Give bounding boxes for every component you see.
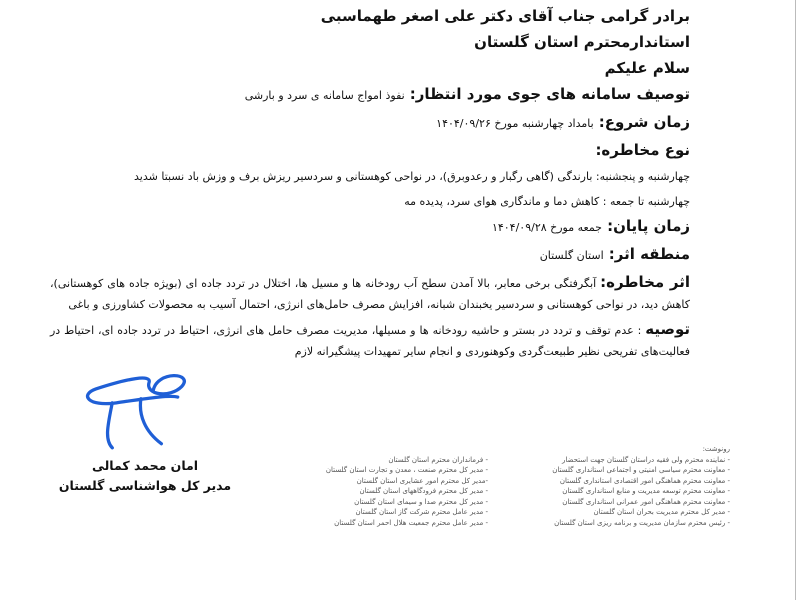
advice-label: توصیه	[645, 320, 691, 338]
advice-value: : عدم توقف و تردد در بستر و حاشیه رودخانه ها و مسیلها، مدیریت مصرف حامل های انرژی، احتیاط در تردد جاده ای، احتیاط در فعالیت‌های تفریحی نظیر طبیعت‌گردی وکوهنوردی و انجام سایر تمهیدات پیشگیرانه لازم	[50, 324, 690, 358]
cc-item: - مدیر کل محترم مدیریت بحران استان گلستان	[593, 508, 730, 516]
hazard-type-label: نوع مخاطره:	[595, 141, 690, 159]
systems-label: توصیف سامانه های جوی مورد انتظار:	[409, 85, 690, 103]
cc-columns	[260, 455, 730, 529]
area-label: منطقه اثر:	[608, 245, 690, 263]
cc-item: - مدیر کل محترم فرودگاههای استان گلستان	[359, 487, 488, 495]
cc-item: - مدیر عامل محترم جمعیت هلال احمر استان گلستان	[334, 518, 488, 527]
signatory-name: امان محمد کمالی	[91, 458, 199, 473]
effect-label: اثر مخاطره:	[600, 273, 690, 291]
letter-body	[50, 0, 690, 362]
greeting: سلام علیکم	[604, 59, 690, 77]
start-label: زمان شروع:	[598, 113, 690, 131]
letter-footer	[0, 366, 800, 534]
cc-item: - نماینده محترم ولی فقیه دراستان گلستان جهت استحضار	[562, 455, 730, 464]
cc-item: - رئیس محترم سازمان مدیریت و برنامه ریزی استان گلستان	[554, 518, 730, 527]
area-row	[50, 244, 690, 266]
recipient-position: استاندارمحترم استان گلستان	[474, 33, 690, 51]
advice-paragraph	[50, 319, 690, 362]
systems-value: نفوذ امواج سامانه ی سرد و بارشی	[244, 89, 405, 102]
effect-paragraph	[50, 272, 690, 315]
end-value: جمعه مورخ ۱۴۰۴/۰۹/۲۸	[491, 221, 602, 234]
hazard-line-1: چهارشنبه و پنجشنبه: بارندگی (گاهی رگبار و رعدوبرق)، در نواحی کوهستانی و سردسیر ریزش برف و وزش باد نسبتا شدید	[134, 170, 690, 183]
cc-item: - مدیر کل محترم صدا و سیمای استان گلستان	[354, 497, 488, 506]
cc-item: - معاونت محترم هماهنگی امور اقتصادی استانداری گلستان	[559, 476, 730, 485]
page-edge	[795, 0, 796, 600]
signature-scribble	[65, 366, 225, 456]
systems-row	[50, 84, 690, 106]
cc-list-left	[260, 455, 488, 529]
cc-item: - معاونت محترم هماهنگی امور عمرانی استانداری گلستان	[562, 497, 730, 506]
hazard-line-2: چهارشنبه تا جمعه : کاهش دما و ماندگاری هوای سرد، پدیده مه	[404, 195, 690, 208]
cc-section	[260, 366, 730, 528]
start-value: بامداد چهارشنبه مورخ ۱۴۰۴/۰۹/۲۶	[436, 117, 594, 130]
start-row	[50, 112, 690, 134]
cc-item: - مدیر کل محترم صنعت ، معدن و تجارت استان گلستان	[325, 466, 488, 474]
end-label: زمان پایان:	[607, 217, 690, 235]
end-row	[50, 216, 690, 238]
cc-item: - معاونت محترم توسعه مدیریت و منابع استانداری گلستان	[562, 487, 730, 495]
cc-item: - معاونت محترم سیاسی امنیتی و اجتماعی استانداری گلستان	[552, 466, 730, 474]
cc-title: رونوشت:	[702, 445, 730, 453]
signatory-title: مدیر کل هواشناسی گلستان	[58, 478, 232, 493]
signature-block	[40, 366, 250, 496]
effect-value: آبگرفتگی برخی معابر، بالا آمدن سطح آب رودخانه ها و مسیل ها، اختلال در تردد جاده ای (بویژه جاده های کوهستانی)، کاهش دید، در نواحی کوهستانی و سردسیر یخبندان شبانه، افزایش مصرف حامل‌های انرژی، احتمال آسیب به محصولات کشاورزی و باغی	[50, 277, 690, 311]
area-value: استان گلستان	[539, 249, 604, 262]
cc-list-right	[502, 455, 730, 529]
cc-item: - فرمانداران محترم استان گلستان	[388, 455, 488, 464]
salutation: برادر گرامی جناب آقای دکتر علی اصغر طهماسبی	[320, 7, 690, 25]
cc-item: -مدیر کل محترم امور عشایری استان گلستان	[356, 476, 488, 485]
cc-item: - مدیر عامل محترم شرکت گاز استان گلستان	[355, 508, 488, 516]
